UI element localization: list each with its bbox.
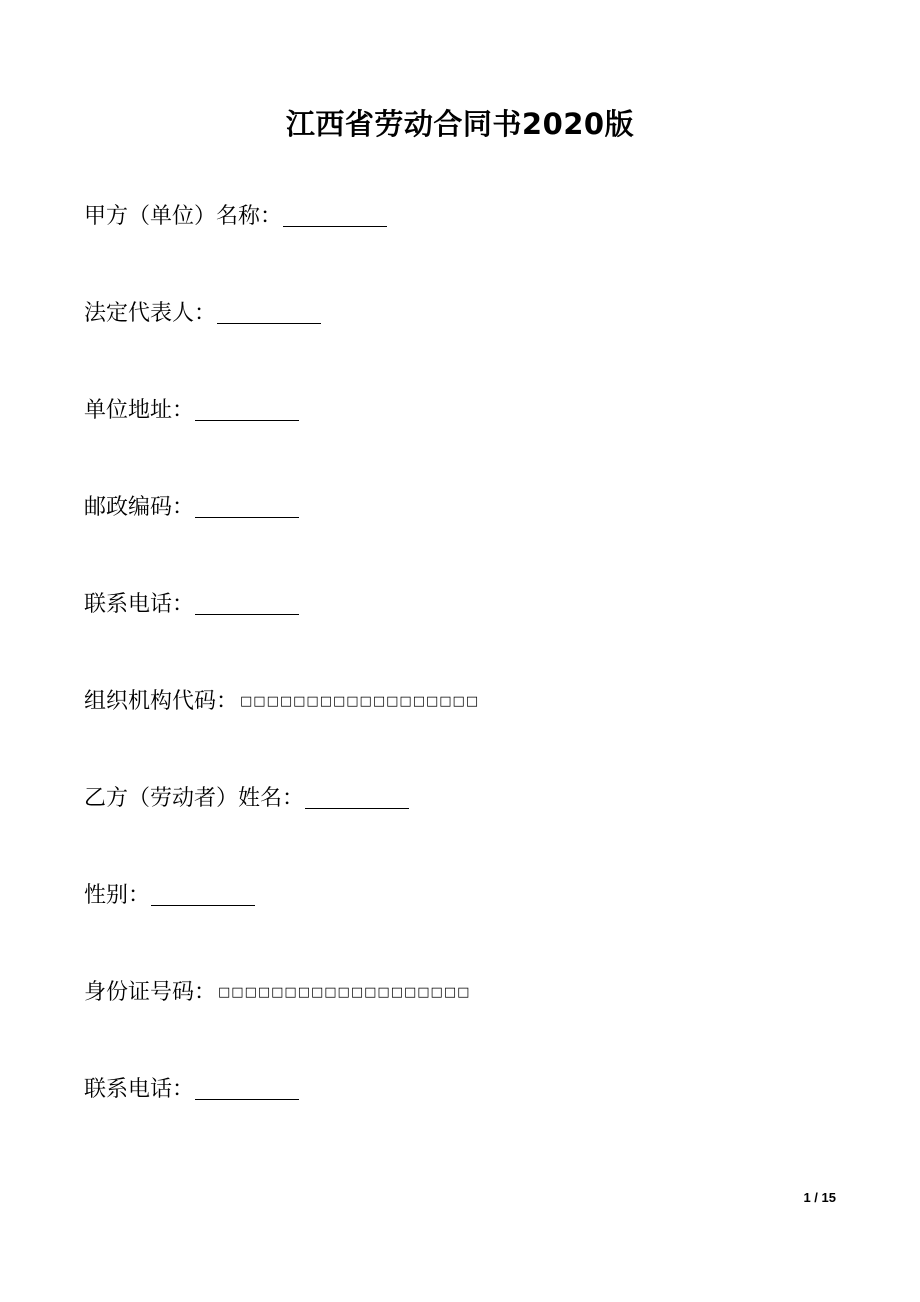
document-title: 江西省劳动合同书2020版 [285,107,635,141]
field-label: 甲方（单位）名称： [84,204,283,229]
fill-in-blank [195,487,299,518]
fill-in-blank [195,390,299,421]
field-label: 身份证号码： [84,980,217,1005]
fill-in-blank [305,778,409,809]
digit-boxes: □□□□□□□□□□□□□□□□□□ [240,694,480,709]
page-number: 1 / 15 [803,1190,836,1205]
field-organization-code [84,681,844,778]
field-label: 性别： [84,883,151,908]
field-label: 乙方（劳动者）姓名： [84,786,305,811]
field-party-a-name [84,196,844,293]
field-postal-code [84,487,844,584]
form-fields [84,196,844,1166]
field-company-address [84,390,844,487]
field-gender [84,875,844,972]
field-label: 法定代表人： [84,301,217,326]
field-label: 组织机构代码： [84,689,239,714]
field-label: 单位地址： [84,398,195,423]
digit-boxes: □□□□□□□□□□□□□□□□□□□ [218,985,471,1000]
field-party-b-phone [84,1069,844,1166]
field-party-b-name [84,778,844,875]
fill-in-blank [151,875,255,906]
fill-in-blank [195,584,299,615]
field-label: 联系电话： [84,1077,195,1102]
fill-in-blank [195,1069,299,1100]
fill-in-blank [217,293,321,324]
field-label: 联系电话： [84,592,195,617]
field-legal-representative [84,293,844,390]
field-party-a-phone [84,584,844,681]
field-id-number [84,972,844,1069]
field-label: 邮政编码： [84,495,195,520]
fill-in-blank [283,196,387,227]
